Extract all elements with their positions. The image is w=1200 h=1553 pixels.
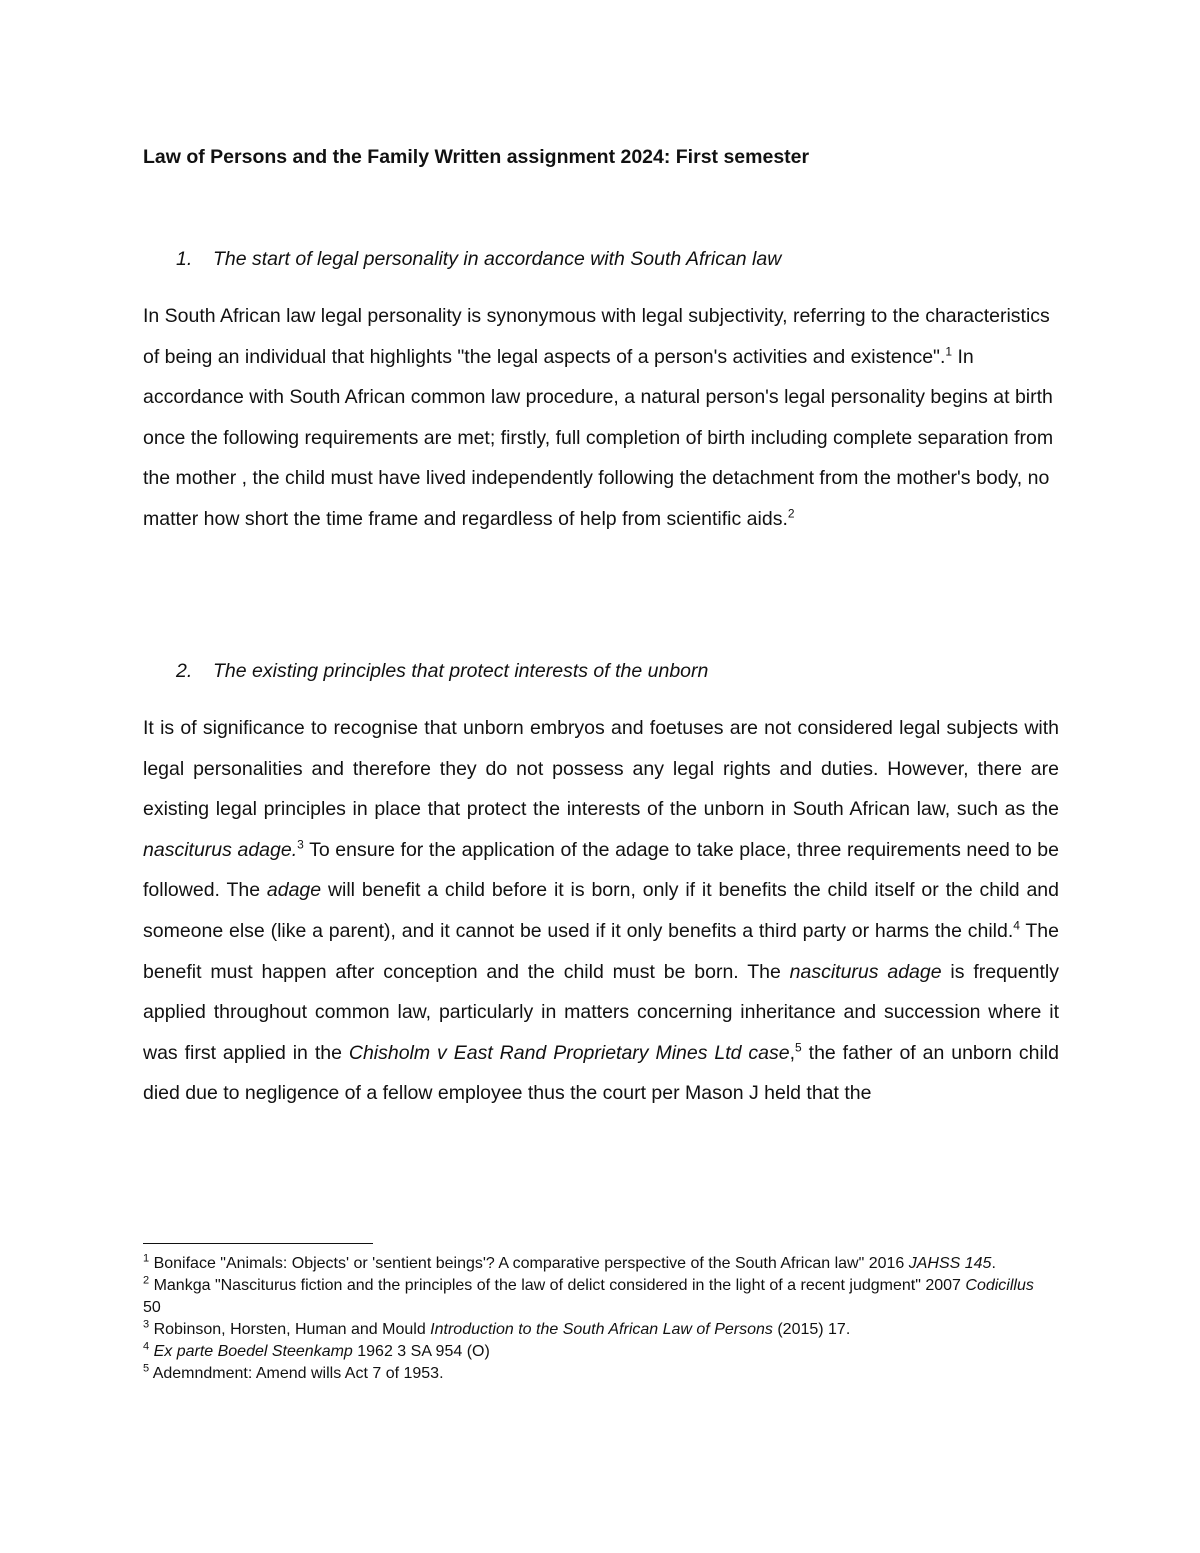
footnote-3-tail: (2015) 17. <box>772 1321 851 1338</box>
footnote-5-number: 5 <box>143 1362 150 1375</box>
footnote-3 <box>143 1319 1053 1341</box>
footnote-4 <box>143 1341 1053 1363</box>
section-1-text-b: In accordance with South African common law procedure, a natural person's legal personality begins at birth once the following requirements are met; firstly, full completion of birth including complete separation from the mother , the child must have lived independently following the detachment from the mother's body, no matter how short the time frame and regardless of help from scientific aids. <box>143 345 1054 530</box>
section-1-paragraph <box>143 296 1059 540</box>
footnote-3-citation: Introduction to the South African Law of Persons <box>430 1321 773 1338</box>
case-name: Chisholm v East Rand Proprietary Mines Ltd case <box>348 1041 790 1064</box>
section-2-text-e: is frequently applied throughout common law, particularly in matters concerning inheritance and succession where it was first applied in the <box>143 960 1059 1064</box>
footnote-2-number: 2 <box>143 1274 150 1287</box>
footnote-ref-5: 5 <box>795 1040 802 1055</box>
section-1-text-a: In South African law legal personality is synonymous with legal subjectivity, referring to the characteristics of being an individual that highlights "the legal aspects of a person's activities and existence". <box>143 305 1050 368</box>
nasciturus-adage-term: nasciturus adage. <box>143 838 298 861</box>
section-1-number: 1. <box>176 248 193 270</box>
footnote-separator <box>143 1243 373 1244</box>
section-2-text-f: the father of an unborn child died due to negligence of a fellow employee thus the court per Mason J held that the <box>143 1041 1059 1105</box>
footnote-5 <box>143 1363 1053 1385</box>
footnote-ref-3: 3 <box>297 837 304 852</box>
footnote-4-number: 4 <box>143 1340 150 1353</box>
footnote-3-number: 3 <box>143 1318 150 1331</box>
section-2-number: 2. <box>176 660 193 682</box>
footnote-4-citation: Ex parte Boedel Steenkamp <box>153 1343 353 1360</box>
nasciturus-adage-term-2: nasciturus adage <box>789 960 942 983</box>
footnote-3-text: Robinson, Horsten, Human and Mould <box>149 1321 431 1338</box>
section-2-paragraph <box>143 708 1059 1114</box>
footnote-2-citation: Codicillus <box>965 1277 1034 1294</box>
footnotes <box>143 1253 1053 1385</box>
footnote-5-text: Ademndment: Amend wills Act 7 of 1953. <box>149 1365 444 1382</box>
footnote-1 <box>143 1253 1053 1275</box>
section-2-text-c: will benefit a child before it is born, only if it benefits the child itself or the child and someone else (like a parent), and it cannot be used if it only benefits a third party or harms the child. <box>143 879 1060 942</box>
section-2-text-d: The benefit must happen after conception and the child must be born. The <box>143 919 1059 983</box>
section-1-heading <box>176 246 1056 272</box>
section-2-text-b: To ensure for the application of the adage to take place, three requirements need to be followed. The <box>143 838 1059 902</box>
footnote-ref-4: 4 <box>1013 918 1020 933</box>
document-title: Law of Persons and the Family Written assignment 2024: First semester <box>143 146 810 168</box>
footnote-ref-1: 1 <box>945 344 953 359</box>
footnote-4-tail: 1962 3 SA 954 (O) <box>352 1343 490 1360</box>
section-2-text-a: It is of significance to recognise that unborn embryos and foetuses are not considered legal subjects with legal personalities and therefore they do not possess any legal rights and duties. However, there are existing legal principles in place that protect the interests of the unborn in South African law, such as the <box>143 717 1059 821</box>
section-1-heading-text: The start of legal personality in accordance with South African law <box>213 248 782 270</box>
section-2-heading <box>176 658 1056 684</box>
section-2-heading-text: The existing principles that protect interests of the unborn <box>213 660 709 682</box>
footnote-ref-2: 2 <box>787 506 795 521</box>
footnote-1-number: 1 <box>143 1252 150 1265</box>
footnote-1-text: Boniface "Animals: Objects' or 'sentient beings'? A comparative perspective of the South African law" 2016 <box>149 1255 909 1272</box>
adage-term: adage <box>266 879 322 902</box>
footnote-1-citation: JAHSS 145 <box>908 1255 992 1272</box>
footnote-2-tail: 50 <box>143 1299 161 1316</box>
case-name-comma: , <box>789 1041 796 1064</box>
footnote-2-text: Mankga "Nasciturus fiction and the principles of the law of delict considered in the light of a recent judgment" 2007 <box>149 1277 966 1294</box>
footnote-2 <box>143 1275 1053 1319</box>
footnote-1-tail: . <box>991 1255 996 1272</box>
